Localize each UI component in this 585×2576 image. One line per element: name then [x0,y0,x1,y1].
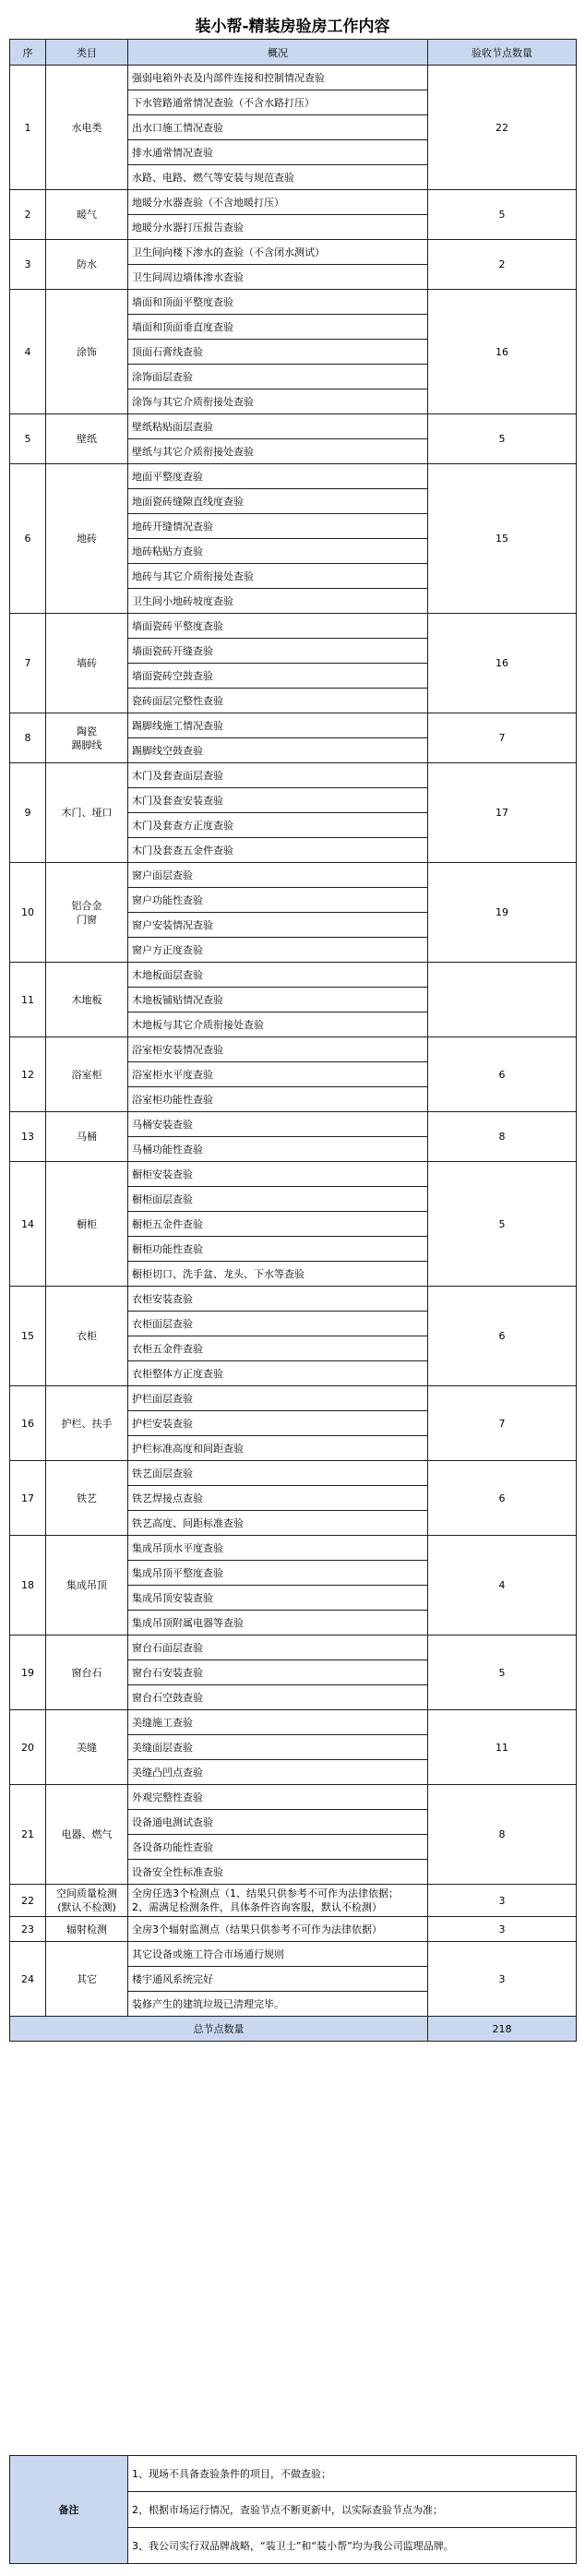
category-label: 电器、燃气 [61,1828,113,1840]
row-item: 设备通电测试查验 [128,1810,428,1835]
category-label: 陶瓷 踢脚线 [71,725,102,751]
row-item: 地面平整度查验 [128,464,428,489]
row-count: 19 [428,863,577,963]
row-number: 2 [10,190,46,240]
row-number: 10 [10,863,46,963]
row-item: 马桶功能性查验 [128,1137,428,1162]
table-row [10,1162,577,1187]
row-item: 窗台石安装查验 [128,1660,428,1685]
table-row [10,240,577,265]
row-count: 7 [428,713,577,763]
row-item: 涂饰面层查验 [128,365,428,389]
row-item: 衣柜安装查验 [128,1287,428,1312]
category-label: 空间质量检测 (默认不检测) [56,1887,117,1913]
row-item: 装修产生的建筑垃圾已清理完毕。 [128,1992,428,2017]
row-item: 地暖分水器打压报告查验 [128,215,428,240]
row-category [46,614,128,713]
row-category [46,414,128,464]
row-item: 壁纸粘贴面层查验 [128,414,428,439]
table-row [10,414,577,439]
category-label: 水电类 [71,121,102,134]
table-row [10,1287,577,1312]
row-item: 集成吊顶水平度查验 [128,1536,428,1561]
header-count: 验收节点数量 [428,40,577,66]
table-row [10,763,577,788]
category-label: 防水 [77,258,97,270]
note-text: 2、根据市场运行情况，查验节点不断更新中，以实际查验节点为准； [128,2492,577,2528]
row-number: 6 [10,464,46,614]
row-category [46,1635,128,1710]
category-label: 衣柜 [77,1330,97,1342]
row-category [46,464,128,614]
row-category [46,1710,128,1785]
row-item: 窗户面层查验 [128,863,428,888]
row-item: 浴室柜安装情况查验 [128,1037,428,1062]
row-item: 衣柜整体方正度查验 [128,1361,428,1386]
row-category [46,1162,128,1287]
row-category [46,1885,128,1917]
table-row [10,1635,577,1660]
note-text: 3、我公司实行双品牌战略，“装卫士”和“装小帮”均为我公司监理品牌。 [128,2528,577,2564]
row-item: 墙面瓷砖空鼓查验 [128,664,428,689]
row-number: 7 [10,614,46,713]
row-category [46,1942,128,2017]
category-label: 木地板 [71,993,102,1006]
table-row [10,1917,577,1942]
row-category [46,240,128,290]
row-count: 6 [428,1287,577,1386]
row-category [46,1287,128,1386]
row-item: 地砖开缝情况查验 [128,514,428,539]
row-category [46,290,128,414]
table-row [10,464,577,489]
category-label: 护栏、扶手 [61,1417,113,1430]
row-number: 13 [10,1112,46,1162]
table-row [10,1112,577,1137]
category-label: 辐射检测 [66,1923,107,1935]
category-label: 马桶 [77,1131,97,1143]
row-item: 顶面石膏线查验 [128,340,428,365]
row-number: 4 [10,290,46,414]
row-item: 楼宇通风系统完好 [128,1967,428,1992]
row-item: 浴室柜功能性查验 [128,1087,428,1112]
table-row [10,1885,577,1917]
row-number: 8 [10,713,46,763]
row-count: 6 [428,1037,577,1112]
row-number: 21 [10,1785,46,1885]
row-item: 马桶安装查验 [128,1112,428,1137]
row-item: 卫生间小地砖坡度查验 [128,589,428,614]
category-label: 壁纸 [77,433,97,445]
row-category [46,963,128,1037]
row-item: 美缝面层查验 [128,1735,428,1760]
row-category [46,66,128,190]
row-count: 17 [428,763,577,863]
table-row [10,1710,577,1735]
row-item: 地暖分水器查验（不含地暖打压） [128,190,428,215]
row-item: 橱柜五金件查验 [128,1212,428,1237]
category-label: 橱柜 [77,1217,97,1230]
row-category [46,1461,128,1536]
row-count: 3 [428,1917,577,1942]
row-count: 2 [428,240,577,290]
row-number: 15 [10,1287,46,1386]
row-item: 衣柜五金件查验 [128,1336,428,1361]
row-item: 窗台石面层查验 [128,1635,428,1660]
row-count: 5 [428,414,577,464]
row-category [46,863,128,963]
row-item: 下水管路通常情况查验（不含水路打压） [128,90,428,115]
row-number: 19 [10,1635,46,1710]
summary-label: 总节点数量 [10,2017,428,2042]
row-number: 9 [10,763,46,863]
row-item: 各设备功能性查验 [128,1835,428,1860]
note-text: 1、现场不具备查验条件的项目，不做查验； [128,2456,577,2492]
row-count: 3 [428,1885,577,1917]
row-item: 瓷砖面层完整性查验 [128,689,428,713]
table-row [10,290,577,315]
row-item: 全房3个辐射监测点（结果只供参考不可作为法律依据） [128,1917,428,1942]
row-number: 24 [10,1942,46,2017]
row-item: 涂饰与其它介质衔接处查验 [128,389,428,414]
row-item: 美缝施工查验 [128,1710,428,1735]
row-count: 22 [428,66,577,190]
category-label: 涂饰 [77,345,97,358]
row-item: 铁艺高度、间距标准查验 [128,1511,428,1536]
notes-label: 备注 [10,2456,128,2564]
table-row [10,1386,577,1411]
row-number: 18 [10,1536,46,1635]
table-row [10,963,577,988]
row-item: 木门及套查安装查验 [128,788,428,813]
row-item: 木地板铺贴情况查验 [128,988,428,1012]
inspection-table [9,39,577,2042]
row-item: 外观完整性查验 [128,1785,428,1810]
row-item: 地面瓷砖缝隙直线度查验 [128,489,428,514]
row-count: 3 [428,1942,577,2017]
row-category [46,713,128,763]
row-number: 1 [10,66,46,190]
row-item: 卫生间向楼下渗水的查验（不含闭水测试） [128,240,428,265]
row-number: 22 [10,1885,46,1917]
category-label: 暖气 [77,209,97,221]
row-item: 强弱电箱外表及内部件连接和控制情况查验 [128,66,428,90]
row-category [46,763,128,863]
table-row [10,1942,577,1967]
table-row [10,66,577,90]
row-item: 踢脚线空鼓查验 [128,738,428,763]
row-item: 木地板与其它介质衔接处查验 [128,1012,428,1037]
row-item: 护栏面层查验 [128,1386,428,1411]
row-item: 窗户方正度查验 [128,938,428,963]
row-number: 23 [10,1917,46,1942]
row-item: 排水通常情况查验 [128,140,428,165]
category-label: 浴室柜 [71,1068,102,1081]
row-item: 衣柜面层查验 [128,1312,428,1336]
row-item: 水路、电路、燃气等安装与规范查验 [128,165,428,190]
row-count: 5 [428,190,577,240]
table-row [10,1461,577,1486]
category-label: 木门、垭口 [61,807,113,819]
row-item: 橱柜安装查验 [128,1162,428,1187]
category-label: 铝合金 门窗 [71,899,102,926]
row-number: 20 [10,1710,46,1785]
row-count: 5 [428,1635,577,1710]
row-number: 11 [10,963,46,1037]
row-item: 集成吊顶平整度查验 [128,1561,428,1586]
row-category [46,1917,128,1942]
row-count: 16 [428,290,577,414]
row-item: 其它设备或施工符合市场通行规则 [128,1942,428,1967]
row-number: 17 [10,1461,46,1536]
row-count: 16 [428,614,577,713]
row-item: 集成吊顶附属电器等查验 [128,1611,428,1635]
row-category [46,1112,128,1162]
notes-table [9,2455,577,2564]
row-count: 8 [428,1785,577,1885]
table-row [10,1037,577,1062]
row-item: 集成吊顶安装查验 [128,1586,428,1611]
header-category: 类目 [46,40,128,66]
page-title: 装小帮-精装房验房工作内容 [195,18,390,36]
row-item: 壁纸与其它介质衔接处查验 [128,439,428,464]
table-row [10,1536,577,1561]
row-item: 墙面瓷砖平整度查验 [128,614,428,639]
row-item: 橱柜切口、洗手盆、龙头、下水等查验 [128,1262,428,1287]
row-item: 墙面瓷砖开缝查验 [128,639,428,664]
row-item: 地砖粘贴方查验 [128,539,428,564]
table-row [10,1785,577,1810]
category-label: 其它 [77,1972,97,1985]
category-label: 铁艺 [77,1492,97,1504]
category-label: 地砖 [77,533,97,545]
table-row [10,863,577,888]
row-item: 木地板面层查验 [128,963,428,988]
category-label: 窗台石 [71,1666,102,1679]
row-item: 窗台石空鼓查验 [128,1685,428,1710]
row-item: 浴室柜水平度查验 [128,1062,428,1087]
row-category [46,1037,128,1112]
row-count: 7 [428,1386,577,1461]
row-number: 5 [10,414,46,464]
row-count: 5 [428,1162,577,1287]
row-item: 墙面和顶面平整度查验 [128,290,428,315]
row-item: 踢脚线施工情况查验 [128,713,428,738]
row-item: 卫生间周边墙体渗水查验 [128,265,428,290]
row-number: 14 [10,1162,46,1287]
row-category [46,1536,128,1635]
row-item: 木门及套查方正度查验 [128,813,428,838]
row-count: 15 [428,464,577,614]
row-item: 窗户功能性查验 [128,888,428,913]
row-number: 3 [10,240,46,290]
category-label: 集成吊顶 [66,1579,107,1591]
summary-value: 218 [428,2017,577,2042]
header-overview: 概况 [128,40,428,66]
row-count: 8 [428,1112,577,1162]
table-header-row [10,40,577,66]
row-item: 橱柜功能性查验 [128,1237,428,1262]
row-item: 美缝凸凹点查验 [128,1760,428,1785]
row-item: 木门及套查五金件查验 [128,838,428,863]
header-no: 序 [10,40,46,66]
table-row [10,190,577,215]
row-item: 护栏安装查验 [128,1411,428,1436]
row-item: 出水口施工情况查验 [128,115,428,140]
row-item: 木门及套查面层查验 [128,763,428,788]
row-category [46,1386,128,1461]
row-item: 全房任选3个检测点（1、结果只供参考不可作为法律依据； 2、需满足检测条件，具体条件咨询客服，默认不检测） [128,1885,428,1917]
row-item: 设备安全性标准查验 [128,1860,428,1885]
row-count: 4 [428,1536,577,1635]
row-item: 窗户安装情况查验 [128,913,428,938]
row-item: 铁艺面层查验 [128,1461,428,1486]
row-count: 11 [428,1710,577,1785]
table-row [10,713,577,738]
row-item: 铁艺焊接点查验 [128,1486,428,1511]
row-item: 地砖与其它介质衔接处查验 [128,564,428,589]
row-number: 16 [10,1386,46,1461]
row-item: 护栏标准高度和间距查验 [128,1436,428,1461]
row-count: 6 [428,1461,577,1536]
category-label: 美缝 [77,1741,97,1754]
row-category [46,1785,128,1885]
summary-row [10,2017,577,2042]
row-category [46,190,128,240]
row-number: 12 [10,1037,46,1112]
note-row [10,2456,577,2492]
category-label: 墙砖 [77,657,97,669]
row-item: 橱柜面层查验 [128,1187,428,1212]
row-count [428,963,577,1037]
table-row [10,614,577,639]
row-item: 墙面和顶面垂直度查验 [128,315,428,340]
